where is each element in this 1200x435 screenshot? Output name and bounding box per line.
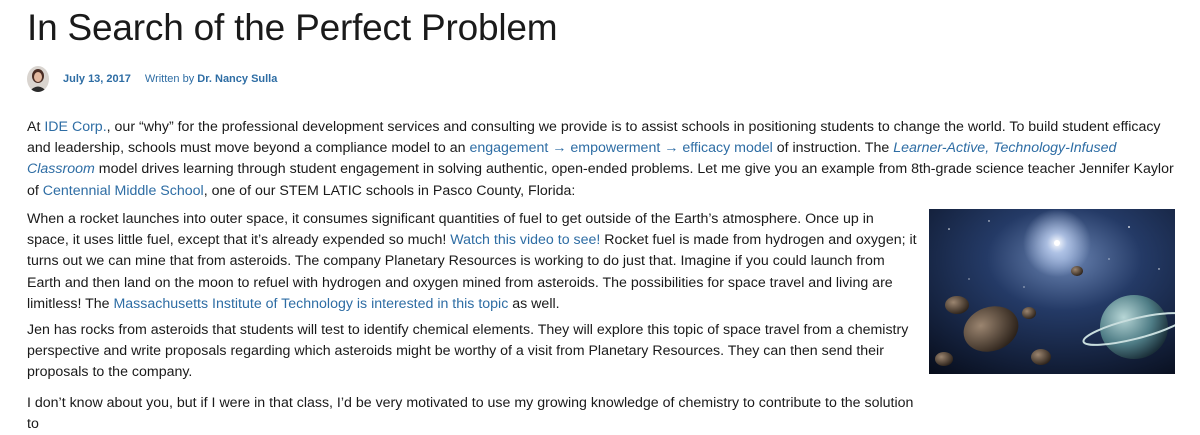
intro-paragraph: At IDE Corp., our “why” for the professional development services and consulting we provide is to assist schools in positioning students to change the world. To build student efficacy and leadership, schools must move beyond a compliance model to an engagement → empowerment → efficacy model of instruction. The Learner-Active, Technology-Infused Classroom model drives learning through student engagement in solving authentic, open-ended problems. Let me give you an example from 8th-grade science teacher Jennifer Kaylor of Centennial Middle School, one of our STEM LATIC schools in Pasco County, Florida: bbox=[27, 119, 1174, 199]
written-by-label: Written by bbox=[144, 73, 195, 85]
space-asteroids-illustration bbox=[929, 209, 1175, 374]
closing-paragraph: I don’t know about you, but if I were in that class, I’d be very motivated to use my growing knowledge of chemistry to contribute to the solution to bbox=[27, 395, 914, 433]
rocket-paragraph: When a rocket launches into outer space, it consumes significant quantities of fuel to get outside of the Earth’s atmosphere. Once up in space, it uses little fuel, except that it’s already expended so much! Watch this video to see! Rocket fuel is made from hydrogen and oxygen; it turns out we can mine that from asteroids. The company Planetary Resources is working to do just that. Imagine if you could launch from Earth and then land on the moon to refuel with hydrogen and oxygen mined from asteroids. The possibilities for space travel and living are limitless! The Massachusetts Institute of Technology is interested in this topic as well. bbox=[27, 211, 917, 312]
efficacy-model-link[interactable]: engagement → empowerment → efficacy model bbox=[469, 140, 773, 157]
asteroid-paragraph: Jen has rocks from asteroids that students will test to identify chemical elements. They will explore this topic of space travel from a chemistry perspective and write proposals regarding which asteroids might be worthy of a visit from Planetary Resources. They can then send their proposals to the company. bbox=[27, 322, 909, 381]
author-avatar[interactable] bbox=[27, 66, 49, 92]
video-link[interactable]: Watch this video to see! bbox=[450, 232, 601, 249]
post-date[interactable]: July 13, 2017 bbox=[63, 73, 131, 85]
author-link[interactable]: Dr. Nancy Sulla bbox=[197, 73, 278, 85]
ide-corp-link[interactable]: IDE Corp. bbox=[44, 119, 107, 135]
mit-link[interactable]: Massachusetts Institute of Technology is interested in this topic bbox=[113, 295, 509, 312]
centennial-school-link[interactable]: Centennial Middle School bbox=[42, 182, 204, 199]
page-title: In Search of the Perfect Problem bbox=[27, 7, 558, 48]
latic-link[interactable]: Learner-Active, Technology-Infused Classroom bbox=[27, 140, 1117, 178]
post-meta bbox=[27, 66, 277, 92]
